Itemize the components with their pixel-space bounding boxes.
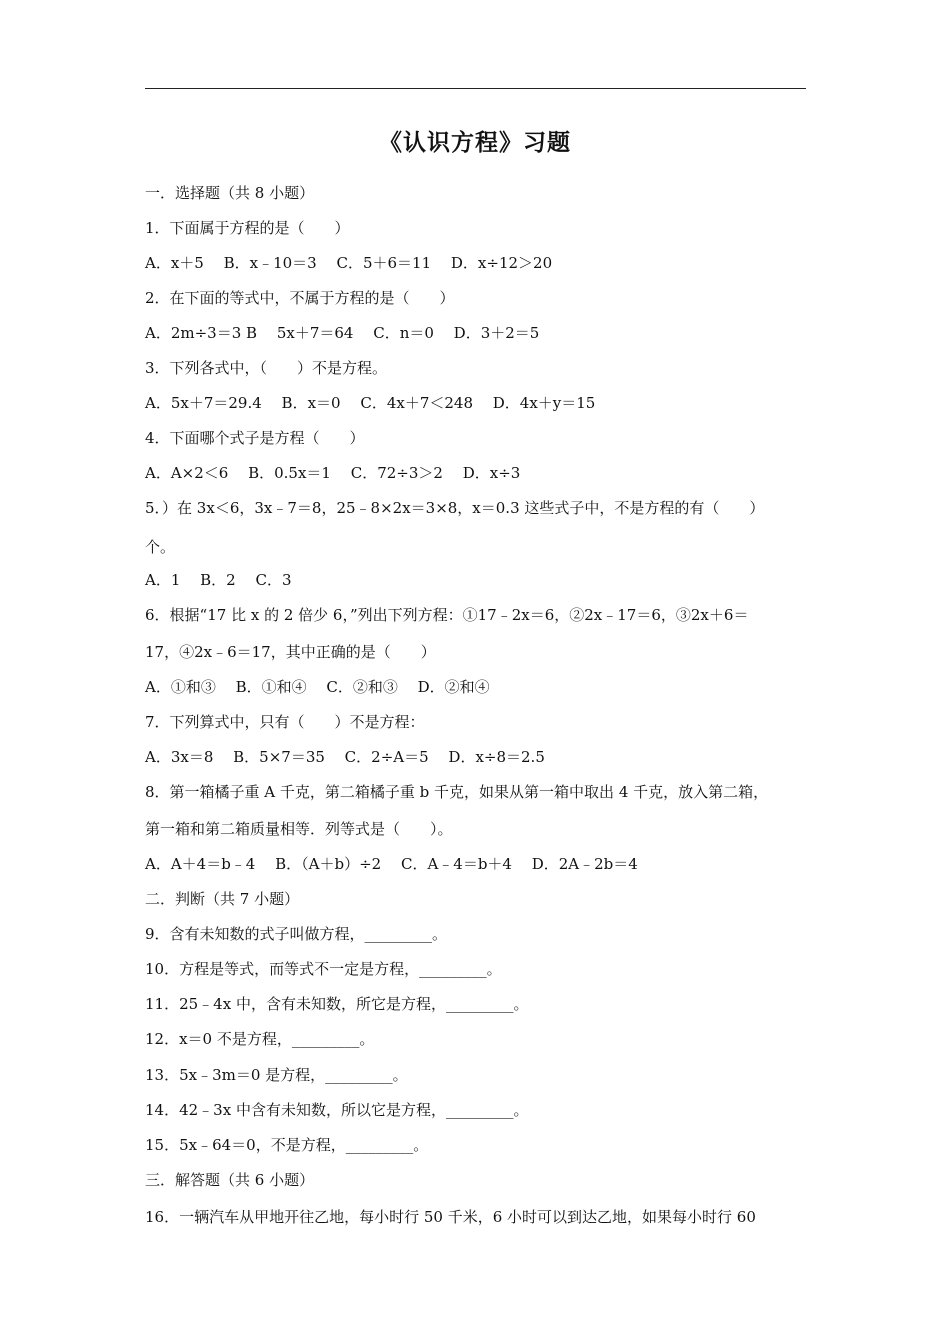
question-1: 1．下面属于方程的是（ ） — [145, 219, 350, 237]
question-12: 12．x＝0 不是方程，_________。 — [145, 1030, 375, 1048]
question-5-continued: 个。 — [145, 538, 176, 556]
question-1-options: A．x＋5 B．x﹣10＝3 C．5＋6＝11 D．x÷12＞20 — [145, 254, 553, 272]
question-5-options: A．1 B．2 C．3 — [145, 571, 292, 589]
question-11: 11．25﹣4x 中，含有未知数，所它是方程，_________。 — [145, 995, 529, 1013]
question-16: 16．一辆汽车从甲地开往乙地，每小时行 50 千米，6 小时可以到达乙地，如果每小时行 60 — [145, 1208, 756, 1226]
question-9: 9．含有未知数的式子叫做方程，_________。 — [145, 925, 448, 943]
section-heading-judgement: 二．判断（共 7 小题） — [145, 890, 300, 908]
question-10: 10．方程是等式，而等式不一定是方程，_________。 — [145, 960, 502, 978]
question-3-options: A．5x＋7＝29.4 B．x＝0 C．4x＋7＜248 D．4x＋y＝15 — [145, 394, 596, 412]
question-2-options: A．2m÷3＝3 B 5x＋7＝64 C．n＝0 D．3＋2＝5 — [145, 324, 540, 342]
question-4: 4．下面哪个式子是方程（ ） — [145, 429, 365, 447]
document-title: 《认识方程》习题 — [379, 129, 571, 156]
question-8-continued: 第一箱和第二箱质量相等．列等式是（ ）。 — [145, 820, 453, 838]
question-5: 5．）在 3x＜6，3x﹣7＝8，25﹣8×2x＝3×8，x＝0.3 这些式子中，不是方程的有（ ） — [145, 499, 765, 517]
question-2: 2．在下面的等式中，不属于方程的是（ ） — [145, 289, 455, 307]
question-7: 7．下列算式中，只有（ ）不是方程： — [145, 713, 425, 731]
question-7-options: A．3x＝8 B．5×7＝35 C．2÷A＝5 D．x÷8＝2.5 — [145, 748, 545, 766]
question-3: 3．下列各式中，（ ）不是方程。 — [145, 359, 388, 377]
question-14: 14．42﹣3x 中含有未知数，所以它是方程，_________。 — [145, 1101, 529, 1119]
question-6-continued: 17，④2x﹣6＝17，其中正确的是（ ） — [145, 643, 436, 661]
question-4-options: A．A×2＜6 B．0.5x＝1 C．72÷3＞2 D．x÷3 — [145, 464, 521, 482]
question-6: 6．根据“17 比 x 的 2 倍少 6，”列出下列方程：①17﹣2x＝6，②2x﹣17＝6，③2x＋6＝ — [145, 606, 749, 624]
question-15: 15．5x﹣64＝0，不是方程，_________。 — [145, 1136, 429, 1154]
section-heading-answers: 三．解答题（共 6 小题） — [145, 1171, 315, 1189]
question-8-options: A．A＋4＝b﹣4 B．（A＋b）÷2 C．A﹣4＝b＋4 D．2A﹣2b＝4 — [145, 855, 638, 873]
header-rule — [145, 88, 806, 89]
question-6-options: A．①和③ B．①和④ C．②和③ D．②和④ — [145, 678, 490, 696]
section-heading-choice: 一．选择题（共 8 小题） — [145, 184, 315, 202]
question-8: 8．第一箱橘子重 A 千克，第二箱橘子重 b 千克，如果从第一箱中取出 4 千克，放入第二箱， — [145, 783, 769, 801]
question-13: 13．5x﹣3m＝0 是方程，_________。 — [145, 1066, 408, 1084]
